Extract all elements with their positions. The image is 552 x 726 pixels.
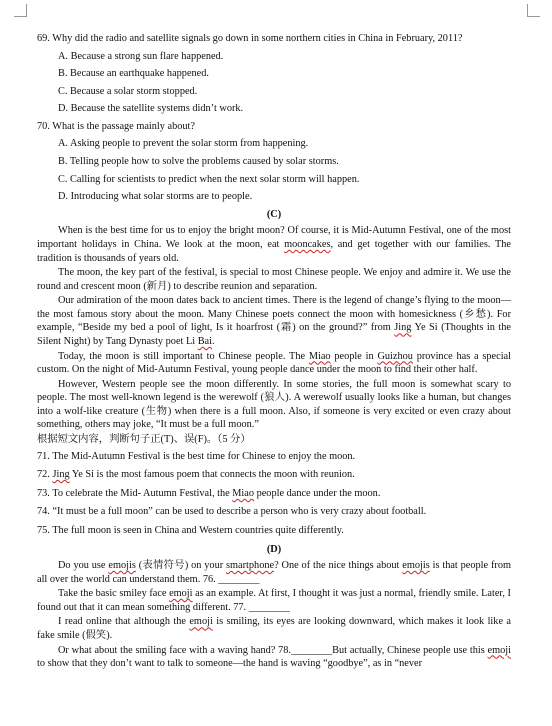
spellcheck-mark: emojis <box>402 560 430 572</box>
question-69-option-b: B. Because an earthquake happened. <box>58 68 209 80</box>
spellcheck-mark: Miao <box>232 487 255 499</box>
spellcheck-mark: Bai <box>197 335 212 347</box>
section-d-paragraph-1: Do you use emojis (表情符号) on your smartphone? One of the nice things about emojis is that people from all over the world can understand them. 76. ________ <box>37 560 511 585</box>
section-c-title: (C) <box>266 208 282 220</box>
question-70-option-d: D. Introducing what solar storms are to people. <box>58 191 253 203</box>
statement-75: 75. The full moon is seen in China and Western countries quite differently. <box>37 524 344 536</box>
corner-mark-right <box>527 4 540 17</box>
question-69-option-a: A. Because a strong sun flare happened. <box>58 50 224 62</box>
section-c-task-instruction: 根据短文内容，判断句子正(T)、误(F)。（5 分） <box>37 434 251 446</box>
statement-73: 73. To celebrate the Mid- Autumn Festival, the Miao people dance under the moon. <box>37 487 381 499</box>
document-page <box>37 32 511 672</box>
section-d-paragraph-3: I read online that although the emoji is smiling, its eyes are looking downward, which makes it look like a fake smile (假笑). <box>37 616 511 641</box>
spellcheck-mark: emoji <box>169 588 193 600</box>
spellcheck-mark: Jing <box>52 469 70 481</box>
section-d-paragraph-2: Take the basic smiley face emoji as an example. At first, I thought it was just a normal, friendly smile. Later, I found out that it can mean something different. 77. ________ <box>37 588 511 613</box>
section-c-paragraph-5: However, Western people see the moon differently. In some stories, the full moon is somewhat scary to people. The most well-known legend is the werewolf (狼人). A werewolf usually looks like a human, but changes into a wolf-like creature (生物) when there is a full moon. Also, if someone is very excited or even crazy about something, others may joke, “It must be a full moon.” <box>37 378 511 431</box>
question-69-option-c: C. Because a solar storm stopped. <box>58 85 198 97</box>
spellcheck-mark: smartphone <box>226 560 275 572</box>
statement-72: 72. Jing Ye Si is the most famous poem that connects the moon with reunion. <box>37 469 355 481</box>
spellcheck-mark: Guizhou <box>377 350 413 362</box>
section-c-paragraph-4: Today, the moon is still important to Chinese people. The Miao people in Guizhou province has a special custom. On the night of Mid-Autumn Festival, young people dance under the moon to find their other half. <box>37 350 511 376</box>
question-70: 70. What is the passage mainly about? <box>37 120 195 132</box>
section-d-title: (D) <box>266 543 282 555</box>
spellcheck-mark: mooncakes <box>284 238 331 250</box>
spellcheck-mark: emoji <box>487 644 511 656</box>
section-c-paragraph-1: When is the best time for us to enjoy the bright moon? Of course, it is Mid-Autumn Festival, one of the most important holidays in China. We look at the moon, eat mooncakes, and get together with our families. The tradition is thousands of years old. <box>37 225 512 264</box>
question-70-option-a: A. Asking people to prevent the solar storm from happening. <box>58 138 309 150</box>
section-d-paragraph-4: Or what about the smiling face with a waving hand? 78.________But actually, Chinese people use this emoji to show that they don’t want to talk to someone—the hand is waving “goodbye”, as in “never <box>37 644 511 670</box>
spellcheck-mark: Miao <box>308 350 331 362</box>
question-70-option-b: B. Telling people how to solve the problems caused by solar storms. <box>58 156 339 168</box>
spellcheck-mark: emoji <box>189 616 213 628</box>
spellcheck-mark: Jing <box>394 322 412 334</box>
statement-71: 71. The Mid-Autumn Festival is the best time for Chinese to enjoy the moon. <box>37 450 356 462</box>
question-70-option-c: C. Calling for scientists to predict when the next solar storm will happen. <box>58 173 360 185</box>
corner-mark-left <box>14 4 27 17</box>
section-c-paragraph-2: The moon, the key part of the festival, is special to most Chinese people. We enjoy and admire it. We use the round and crescent moon (新月) to describe reunion and separation. <box>37 267 511 292</box>
statement-74: 74. “It must be a full moon” can be used to describe a person who is very crazy about football. <box>37 506 427 518</box>
section-c-paragraph-3: Our admiration of the moon dates back to ancient times. There is the legend of change’s flying to the moon—the most famous story about the moon. Many Chinese poets connect the moon with homesickness (乡愁). For example, “Beside my bed a pool of light, Is it hoarfrost (霜) on the ground?” from Jing Ye Si (Thoughts in the Silent Night) by Tang Dynasty poet Li Bai. <box>37 295 511 347</box>
spellcheck-mark: emojis <box>108 560 136 572</box>
question-69-option-d: D. Because the satellite systems didn’t work. <box>58 103 244 115</box>
question-69: 69. Why did the radio and satellite signals go down in some northern cities in China in February, 2011? <box>37 33 463 44</box>
